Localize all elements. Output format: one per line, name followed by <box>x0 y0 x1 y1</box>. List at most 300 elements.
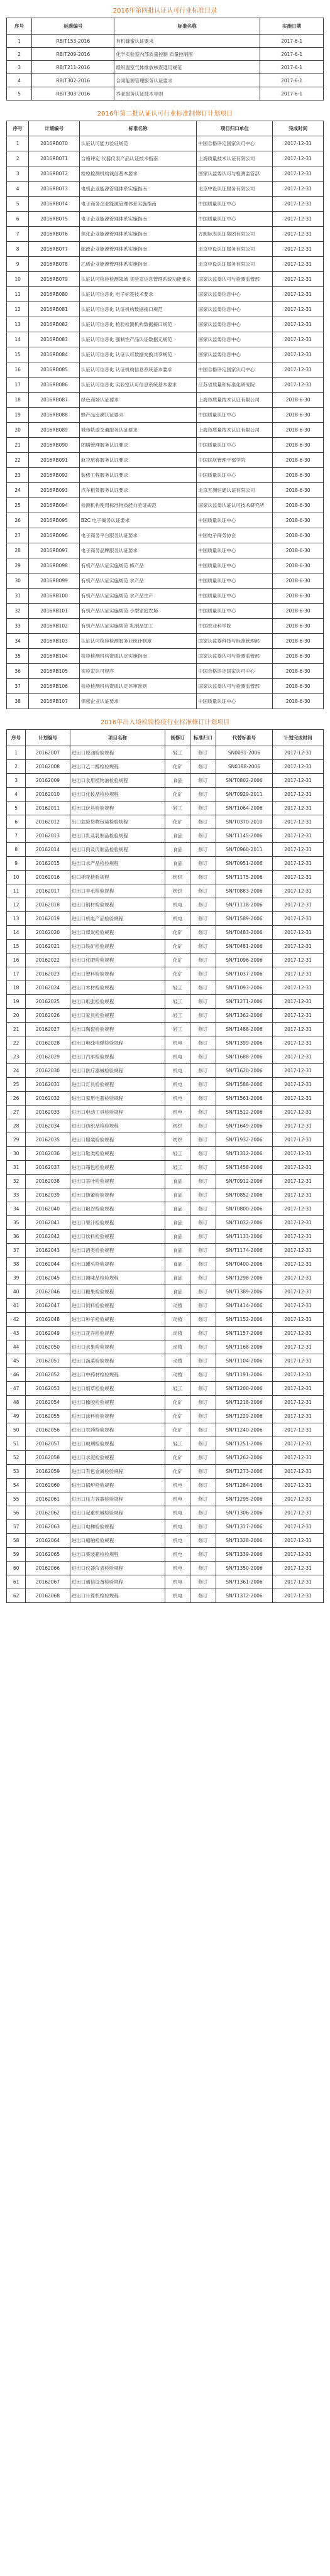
table-cell: 13 <box>7 317 29 332</box>
table-cell: 4 <box>7 788 26 802</box>
table-cell: 20162020 <box>26 926 70 940</box>
table-row <box>7 1023 324 1036</box>
table-cell: 进出口电线电缆检验规程 <box>70 1036 165 1050</box>
table-cell: 2017-12-31 <box>273 1534 324 1548</box>
table-cell: 机电 <box>165 1589 190 1603</box>
table-cell: 46 <box>7 1368 26 1382</box>
table-row <box>7 468 324 483</box>
table-cell: 修订 <box>190 746 216 760</box>
table-cell: 进出口粮谷检验规程 <box>70 1202 165 1216</box>
table-cell: 机电 <box>165 1575 190 1589</box>
table-cell: 修订 <box>190 1368 216 1382</box>
table-cell: 进出口肉及肉制品检验规程 <box>70 843 165 857</box>
table-row <box>7 573 324 589</box>
table-cell: SN/T0483-2006 <box>216 926 273 940</box>
table-cell: 进出口调味品检验规程 <box>70 1271 165 1285</box>
table-row <box>7 48 324 61</box>
table-cell: 2016RB080 <box>29 287 80 302</box>
table-row <box>7 1285 324 1299</box>
table-cell: SN0091-2006 <box>216 746 273 760</box>
table-cell: 修订 <box>190 1258 216 1271</box>
table-row <box>7 1313 324 1327</box>
table-cell: 27 <box>7 1106 26 1119</box>
table-cell: 2017-12-31 <box>273 1119 324 1133</box>
table-cell: 动植 <box>165 1368 190 1382</box>
table-row <box>7 1230 324 1244</box>
table-cell: 修订 <box>190 1562 216 1575</box>
table-cell: 17 <box>7 378 29 393</box>
table-cell: 进出口服装检验规程 <box>70 1133 165 1147</box>
table-cell: SN/T1133-2006 <box>216 1230 273 1244</box>
table-cell: 57 <box>7 1520 26 1534</box>
table-cell: 2017-12-31 <box>273 1465 324 1479</box>
table-cell: SN/T1191-2006 <box>216 1368 273 1382</box>
table-cell: 11 <box>7 884 26 898</box>
table-cell: 化矿 <box>165 1396 190 1410</box>
table-cell: 进出口羊毛检验规程 <box>70 884 165 898</box>
table-cell: 修订 <box>190 954 216 967</box>
table-cell: 18 <box>7 393 29 408</box>
table-cell: 国家认监委信息中心 <box>197 332 273 347</box>
table-cell: 纺织 <box>165 1133 190 1147</box>
table-cell: 2017-12-31 <box>273 843 324 857</box>
table-cell: 化矿 <box>165 954 190 967</box>
table-cell: 养老服务认证技术导则 <box>114 87 260 101</box>
column-header: 项目归口单位 <box>197 121 273 136</box>
table-cell: 国家认监委认可与检测监管部 <box>197 649 273 664</box>
table-row <box>7 197 324 212</box>
table-cell: 修订 <box>190 1078 216 1092</box>
table-row <box>7 212 324 227</box>
table-cell: 2016RB087 <box>29 393 80 408</box>
table-cell: 20162026 <box>26 1009 70 1023</box>
table-cell: 19 <box>7 995 26 1009</box>
table-cell: 20162008 <box>26 760 70 774</box>
table-cell: 23 <box>7 468 29 483</box>
table-cell: 20162029 <box>26 1050 70 1064</box>
table-cell: 2017-12-31 <box>273 332 324 347</box>
table-row <box>7 1340 324 1354</box>
table-cell: 37 <box>7 1244 26 1258</box>
table-cell: 北京中设认证服务有限公司 <box>197 182 273 197</box>
table-cell: 15 <box>7 347 29 362</box>
table-cell: 25 <box>7 1078 26 1092</box>
table-cell: SN/T0800-2006 <box>216 1202 273 1216</box>
table-row <box>7 1465 324 1479</box>
table-cell: 20162009 <box>26 774 70 788</box>
table-cell: 2017-12-31 <box>273 227 324 242</box>
table-row <box>7 1271 324 1285</box>
table-cell: 上海质量技术认证有限公司 <box>197 151 273 166</box>
column-header: 项目名称 <box>70 730 165 746</box>
table-cell: 10 <box>7 871 26 884</box>
table-row <box>7 926 324 940</box>
table-cell: 2016RB074 <box>29 197 80 212</box>
table-cell: 修订 <box>190 1382 216 1396</box>
table-cell: 2016RB070 <box>29 136 80 151</box>
table-cell: 轻工 <box>165 746 190 760</box>
table-cell: 20162068 <box>26 1589 70 1603</box>
table-cell: 23 <box>7 1050 26 1064</box>
table-cell: 轻工 <box>165 1009 190 1023</box>
table-cell: 有机产品认证实施规范 蜂产品 <box>79 558 196 573</box>
table-cell: 20162044 <box>26 1258 70 1271</box>
table-cell: 20162031 <box>26 1078 70 1092</box>
table-row <box>7 393 324 408</box>
column-header: 计划编号 <box>29 121 80 136</box>
table-cell: 2018-6-30 <box>273 543 324 558</box>
table-row <box>7 995 324 1009</box>
table-cell: 8 <box>7 843 26 857</box>
table-cell: SN/T1361-2006 <box>216 1575 273 1589</box>
table-cell: 国家认监委认证认可技术研究所 <box>197 498 273 513</box>
table-cell: 修订 <box>190 1327 216 1340</box>
table-cell: 2016RB073 <box>29 182 80 197</box>
table-cell: 2018-6-30 <box>273 664 324 679</box>
table-row <box>7 1147 324 1161</box>
table-cell: 2016RB104 <box>29 649 80 664</box>
table-cell: 有机产品认证实施规范 小型家庭农场 <box>79 604 196 619</box>
table-cell: SN/T1350-2006 <box>216 1562 273 1575</box>
table-cell: 2016RB075 <box>29 212 80 227</box>
table-cell: 2016RB097 <box>29 543 80 558</box>
table-cell: 进出口箱包检验规程 <box>70 1161 165 1175</box>
table-cell: SN/T1328-2006 <box>216 1534 273 1548</box>
table-cell: 2017-12-31 <box>273 1009 324 1023</box>
table-cell: 2017-12-31 <box>273 760 324 774</box>
inspection-standards-plan-table <box>6 729 324 1603</box>
table-cell: 纺织 <box>165 871 190 884</box>
table-row <box>7 589 324 604</box>
table-cell: 修订 <box>190 1161 216 1175</box>
table-cell: 19 <box>7 408 29 423</box>
table-cell: 进出口食用植物油检验规程 <box>70 774 165 788</box>
table-row <box>7 35 324 48</box>
table-cell: 2016RB090 <box>29 438 80 453</box>
table-cell: 修订 <box>190 995 216 1009</box>
table-cell: 食品 <box>165 1216 190 1230</box>
table-cell: 修订 <box>190 1175 216 1188</box>
table-cell: 修订 <box>190 857 216 871</box>
table-cell: 化矿 <box>165 788 190 802</box>
table2-header-row <box>7 121 324 136</box>
table-cell: 进出口仪器仪表检验规程 <box>70 1562 165 1575</box>
table-cell: 进出口茶叶检验规程 <box>70 1175 165 1188</box>
table-cell: 20162057 <box>26 1437 70 1451</box>
table-cell: 修订 <box>190 1548 216 1562</box>
table-cell: 5 <box>7 87 32 101</box>
table-cell: B2C 电子商务认证要求 <box>79 513 196 528</box>
table-row <box>7 1548 324 1562</box>
table-cell: 中国质量认证中心 <box>197 558 273 573</box>
table-cell: SN/T1200-2006 <box>216 1382 273 1396</box>
table-row <box>7 166 324 182</box>
table-cell: 修订 <box>190 1244 216 1258</box>
table-cell: 2016RB095 <box>29 513 80 528</box>
table-cell: 20162039 <box>26 1188 70 1202</box>
table-row <box>7 1009 324 1023</box>
table-cell: 48 <box>7 1396 26 1410</box>
table-cell: 城市轨道交通服务认证要求 <box>79 423 196 438</box>
table-cell: 食品 <box>165 1188 190 1202</box>
table3-header-row <box>7 730 324 746</box>
table-row <box>7 649 324 664</box>
table-cell: 20162049 <box>26 1327 70 1340</box>
table-cell: 38 <box>7 694 29 709</box>
table-row <box>7 438 324 453</box>
table-row <box>7 871 324 884</box>
table-cell: 2017-12-31 <box>273 1437 324 1451</box>
table-cell: 进出口水泥检验规程 <box>70 1451 165 1465</box>
table-cell: 修订 <box>190 1202 216 1216</box>
table-cell: 22 <box>7 1036 26 1050</box>
table-cell: 检验检测机构资质认定实施指南 <box>79 649 196 664</box>
table-cell: 62 <box>7 1589 26 1603</box>
table-row <box>7 1036 324 1050</box>
table-row <box>7 1161 324 1175</box>
table-cell: 食品 <box>165 1271 190 1285</box>
table-cell: 进出口铁矿检验规程 <box>70 940 165 954</box>
table-cell: RB/T302-2016 <box>32 74 114 87</box>
table-cell: SN/T0370-2010 <box>216 815 273 829</box>
table-cell: 认证认可信息化 电子标签技术要求 <box>79 287 196 302</box>
table-cell: 60 <box>7 1562 26 1575</box>
table-cell: 2017-12-31 <box>273 1327 324 1340</box>
table-cell: 机电 <box>165 912 190 926</box>
table-row <box>7 694 324 709</box>
table-cell: SN/T1561-2006 <box>216 1092 273 1106</box>
table-cell: 2016RB091 <box>29 453 80 468</box>
table-cell: 2016RB092 <box>29 468 80 483</box>
table-row <box>7 1188 324 1202</box>
standards-catalog-table <box>6 18 324 101</box>
table-cell: 20162014 <box>26 843 70 857</box>
table-cell: 纺织 <box>165 884 190 898</box>
table-cell: 2018-6-30 <box>273 604 324 619</box>
table-row <box>7 634 324 649</box>
table-cell: 5 <box>7 802 26 815</box>
table-cell: 2018-6-30 <box>273 468 324 483</box>
table-row <box>7 788 324 802</box>
table-row <box>7 257 324 272</box>
table-cell: 合格评定 仪器仪表产品认证技术指南 <box>79 151 196 166</box>
table-cell: 机电 <box>165 1078 190 1092</box>
table-cell: 修订 <box>190 815 216 829</box>
table-cell: 20162033 <box>26 1106 70 1119</box>
table-cell: 修订 <box>190 802 216 815</box>
column-header: 序号 <box>7 18 32 35</box>
column-header: 计划完成时间 <box>273 730 324 746</box>
table-cell: SN/T1317-2006 <box>216 1520 273 1534</box>
table-cell: 20162037 <box>26 1161 70 1175</box>
table-cell: 中国质量认证中心 <box>197 468 273 483</box>
table-cell: SN/T1588-2006 <box>216 1078 273 1092</box>
table-cell: 进出口水果检验规程 <box>70 1340 165 1354</box>
table-cell: SN/T1145-2006 <box>216 829 273 843</box>
table-cell: 动植 <box>165 1327 190 1340</box>
table-cell: 修订 <box>190 1216 216 1230</box>
table-cell: 1 <box>7 746 26 760</box>
table-cell: SN/T1649-2006 <box>216 1119 273 1133</box>
table-cell: 修订 <box>190 829 216 843</box>
table-cell: 乙烯企业能源管理体系实施指南 <box>79 257 196 272</box>
table-cell: 认证认可信息化 实验室认可信息系统基本要求 <box>79 378 196 393</box>
table-cell: 中国合格评定国家认可中心 <box>197 664 273 679</box>
table-cell: 食品 <box>165 1202 190 1216</box>
table-cell: 2017-12-31 <box>273 802 324 815</box>
table-cell: 29 <box>7 558 29 573</box>
table-cell: 轻工 <box>165 1437 190 1451</box>
table-cell: 2017-12-31 <box>273 995 324 1009</box>
table-cell: 电机企业能源管理体系实施指南 <box>79 182 196 197</box>
table-row <box>7 227 324 242</box>
table-cell: 食品 <box>165 1244 190 1258</box>
table-cell: 33 <box>7 1188 26 1202</box>
table-cell: 40 <box>7 1285 26 1299</box>
table-cell: 34 <box>7 1202 26 1216</box>
table-cell: 20162045 <box>26 1271 70 1285</box>
table-cell: 2017-12-31 <box>273 788 324 802</box>
table-cell: 2 <box>7 760 26 774</box>
table-cell: 2017-12-31 <box>273 1562 324 1575</box>
table-cell: 进出口蜂蜜检验规程 <box>70 1188 165 1202</box>
table-cell: 2017-12-31 <box>273 815 324 829</box>
table-cell: 2017-12-31 <box>273 1520 324 1534</box>
table-cell: 2017-12-31 <box>273 1451 324 1465</box>
table-cell: 修订 <box>190 967 216 981</box>
table-cell: 化学实验室内部质量控制 质量控制图 <box>114 48 260 61</box>
table-cell: 进出口乙二醇检验规程 <box>70 760 165 774</box>
table-row <box>7 843 324 857</box>
table-cell: 2017-12-31 <box>273 1161 324 1175</box>
table-cell: 中国质量认证中心 <box>197 197 273 212</box>
table-cell: 2018-6-30 <box>273 483 324 498</box>
table-cell: 国家认监委认可与检测监管部 <box>197 679 273 694</box>
table-cell: 国家认监委科技与标准管理部 <box>197 634 273 649</box>
table-cell: 修订 <box>190 1271 216 1285</box>
table-cell: 修订 <box>190 926 216 940</box>
table-cell: 20162013 <box>26 829 70 843</box>
table-cell: 化矿 <box>165 815 190 829</box>
table-row <box>7 1354 324 1368</box>
table-cell: 检验检测机构资质认定评审准则 <box>79 679 196 694</box>
table-cell: 2018-6-30 <box>273 498 324 513</box>
table-cell: 进出口鞋类检验规程 <box>70 1147 165 1161</box>
table-cell: 59 <box>7 1548 26 1562</box>
table-cell: 2017-12-31 <box>273 242 324 257</box>
table-cell: 20162056 <box>26 1423 70 1437</box>
table-cell: 34 <box>7 634 29 649</box>
table-cell: 化矿 <box>165 1465 190 1479</box>
table-cell: 国家认监委信息中心 <box>197 317 273 332</box>
table-cell: 机电 <box>165 1534 190 1548</box>
table-cell: SN/T1414-2006 <box>216 1299 273 1313</box>
table-row <box>7 1492 324 1506</box>
table-cell: SN/T1295-2006 <box>216 1492 273 1506</box>
table-cell: 54 <box>7 1479 26 1492</box>
table-cell: 修订 <box>190 1506 216 1520</box>
table1-title: 2016年第四批认证认可行业标准目录 <box>113 8 217 14</box>
table-cell: 有机蜂蜜认证要求 <box>114 35 260 48</box>
table-cell: 机电 <box>165 1064 190 1078</box>
table-cell: 2017-12-31 <box>273 347 324 362</box>
table-cell: 2017-12-31 <box>273 1548 324 1562</box>
table-cell: 食品 <box>165 843 190 857</box>
table-cell: 2 <box>7 151 29 166</box>
table-cell: 2016RB099 <box>29 573 80 589</box>
table-cell: 电子企业能源管理体系实施指南 <box>79 212 196 227</box>
table-cell: 修订 <box>190 1410 216 1423</box>
table-cell: 电子商务企业能源管理体系实施指南 <box>79 197 196 212</box>
table-row <box>7 378 324 393</box>
table-cell: 修订 <box>190 1285 216 1299</box>
table-cell: 7 <box>7 227 29 242</box>
table-cell: 2017-6-1 <box>260 48 324 61</box>
table-cell: 修订 <box>190 1064 216 1078</box>
table-cell: 2017-12-31 <box>273 1258 324 1271</box>
table-cell: 2017-12-31 <box>273 1133 324 1147</box>
table-row <box>7 912 324 926</box>
table-cell: 3 <box>7 774 26 788</box>
table-cell: 20 <box>7 1009 26 1023</box>
table-cell: 2017-12-31 <box>273 272 324 287</box>
table-cell: 动植 <box>165 1340 190 1354</box>
table-cell: 9 <box>7 857 26 871</box>
table-row <box>7 528 324 543</box>
table-row <box>7 1050 324 1064</box>
table-row <box>7 1064 324 1078</box>
table-cell: 中国合格评定国家认可中心 <box>197 362 273 378</box>
table-cell: SN/T1688-2006 <box>216 1050 273 1064</box>
table-cell: 化矿 <box>165 1451 190 1465</box>
table-cell: 修订 <box>190 981 216 995</box>
table-cell: 27 <box>7 528 29 543</box>
table-row <box>7 619 324 634</box>
table-cell: 2017-12-31 <box>273 1423 324 1437</box>
table-cell: SN/T1306-2006 <box>216 1506 273 1520</box>
table-cell: 20162007 <box>26 746 70 760</box>
table-cell: 进出口纸张检验规程 <box>70 995 165 1009</box>
table-cell: 20162064 <box>26 1534 70 1548</box>
table-cell: 2016RB105 <box>29 664 80 679</box>
table-cell: 2017-12-31 <box>273 1188 324 1202</box>
table-cell: 2017-12-31 <box>273 1271 324 1285</box>
table-cell: 20162025 <box>26 995 70 1009</box>
table-cell: 53 <box>7 1465 26 1479</box>
table-cell: SN/T1262-2006 <box>216 1451 273 1465</box>
table-cell: 2017-12-31 <box>273 1106 324 1119</box>
table-cell: 修订 <box>190 843 216 857</box>
table-cell: 20 <box>7 423 29 438</box>
table-cell: 进出口有色金属检验规程 <box>70 1465 165 1479</box>
table-row <box>7 1437 324 1451</box>
table-cell: 修订 <box>190 1147 216 1161</box>
table-cell: SN/T1152-2006 <box>216 1313 273 1327</box>
table-row <box>7 1119 324 1133</box>
table-cell: 22 <box>7 453 29 468</box>
table-cell: 2018-6-30 <box>273 408 324 423</box>
table-cell: 2016RB107 <box>29 694 80 709</box>
table-cell: 食品 <box>165 857 190 871</box>
table-row <box>7 898 324 912</box>
table-cell: 进出口糖果检验规程 <box>70 1285 165 1299</box>
table-cell: 2016RB079 <box>29 272 80 287</box>
table-cell: 进出口烟草检验规程 <box>70 1382 165 1396</box>
table-cell: 焦化企业能源管理体系实施指南 <box>79 227 196 242</box>
table-cell: 化矿 <box>165 1410 190 1423</box>
table-cell: 2017-12-31 <box>273 967 324 981</box>
table-cell: 20162016 <box>26 871 70 884</box>
